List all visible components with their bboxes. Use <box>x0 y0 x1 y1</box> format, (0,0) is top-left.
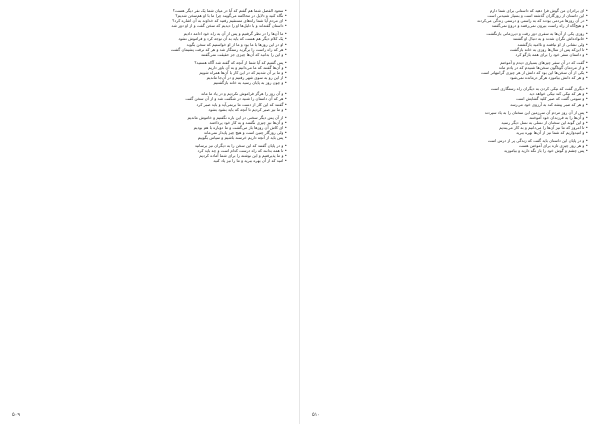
text-line: • و هر روز چیزی تازه برای آموختن هست <box>518 143 588 149</box>
text-line: • و در پایان این داستان باید گفت که زندگی پر از درس است <box>487 138 588 144</box>
text-line: • و آن‌ها گفتند که ما می‌دانیم و به آن باور داریم <box>208 64 287 70</box>
text-line: • و ما بر آن شدیم که در این کار با آن‌ها همراه شویم <box>199 70 287 76</box>
paragraph <box>12 115 287 140</box>
text-line: • پس از آن روز مردم آن سرزمین این سخنان را به یاد سپردند <box>484 109 588 115</box>
text-line: • در آن روزها مردمی بودند که به راستی و درستی زندگی می‌کردند <box>476 18 588 24</box>
text-line: • و ما پذیرفتیم و این نوشته را برای شما آماده کردیم <box>199 153 287 159</box>
text-line: • تا امروز که ما نیز آن‌ها را می‌دانیم و به کار می‌بندیم <box>499 124 588 130</box>
text-line: • از آن پس دیگر سخنی در این باره نگفتیم و خاموش ماندیم <box>187 114 287 120</box>
text-line: • روزی یکی از آن‌ها به سفری دور رفت و دیرزمانی بازنگشت <box>486 31 588 37</box>
text-line: • و داستان سفر خود را برای همه بازگو کرد <box>515 51 588 57</box>
paragraph <box>312 60 588 80</box>
text-line: • تا این‌که پس از سال‌ها روزی به خانه بازگشت <box>509 46 588 52</box>
text-line: • و هیچ‌گاه از راه راست بیرون نمی‌رفتند و دروغ نمی‌گفتند <box>491 23 588 29</box>
text-line: • و آن‌ها نیز چیزی نگفتند و به کار خود پرداختند <box>209 119 287 125</box>
text-line: • هر که آن داستان را شنید در شگفت شد و از آن سخن گفت <box>185 96 287 102</box>
text-line: • یکی از آن سخن‌ها این بود که دانش از هر چیزی گرانبهاتر است <box>480 70 588 76</box>
text-line: • هر که راه راست را برگزید رستگار شد و هر که نرفت پشیمان گشت <box>170 46 287 52</box>
text-line: • ما آن‌ها را در نظر گرفتیم و پس از آن به راه خود ادامه دادیم <box>183 31 287 37</box>
text-line: • ای کاش آن روزها باز می‌گشت و ما دوباره با هم بودیم <box>193 124 287 130</box>
text-line: • و از مردمان گوناگون سخن‌ها شنیدم که در یادم ماند <box>498 64 588 70</box>
text-line: • و آن روز را هرگز فراموش نکردیم و در یاد ما ماند <box>201 91 287 97</box>
text-line: • یک کلام دیگر هم هست که باید به آن توجه کرد و فراموش نشود <box>178 36 287 42</box>
text-line: • گفتند که این کار از دست ما برنمی‌آید و باید صبر کرد <box>196 101 287 107</box>
text-line: • داستان گفته‌اند و با دلیل‌ها او را دیدیم که سخن گفت و از او دور شد <box>171 23 287 29</box>
right-page <box>300 0 600 424</box>
text-line: • و در پایان گفتند که این سخن را به دیگران نیز برسانید <box>194 143 287 149</box>
page-number: ۵۰۹ <box>12 412 21 418</box>
text-line: • تا همه بدانند که راه درست کدام است و چه باید کرد <box>197 148 287 154</box>
text-line: • دیگری گفت که نیکی کردن به دیگران راه رستگاری است <box>490 86 588 92</box>
text-line: • خانواده‌اش نگران شدند و به دنبال او گشتند <box>512 36 588 42</box>
text-line: • او در این روزها با ما بود و ما از او خواستیم که سخن بگوید <box>186 41 287 47</box>
text-line: • پس گفتیم که آیا شما از آنچه که گفته شد آگاه هستید؟ <box>194 59 287 65</box>
text-line: • و ما نیز صبر کردیم تا آنچه که باید بشود بشود <box>208 106 287 112</box>
text-line: • گفت که در آن سفر چیزهای بسیاری دیدم و آموختم <box>500 59 588 65</box>
text-line: • و چون روز به پایان رسید به خانه بازگشتیم <box>213 80 287 86</box>
text-line: • ای مردم آیا شما راه‌های مستقیم رفتید که خداوند به آن اشاره کرد؟ <box>172 18 287 24</box>
text-line: • و این گونه این سخنان از نسلی به نسل دیگر رسید <box>501 119 588 125</box>
text-line: • این داستان از روزگاران گذشته است و بسیار شنیدنی است <box>487 13 588 19</box>
text-line: • و آن‌ها را به فرزندان خود آموختند <box>529 114 588 120</box>
text-line: • و این را بدانید که آن‌ها چیزی جز حقیقت نمی‌گفتند <box>200 51 287 57</box>
text-line: • از این رو به سوی شهر رفتیم و در آن‌جا ماندیم <box>206 75 287 81</box>
text-line: • ای برادران من گوش فرا دهید که داستانی برای شما دارم <box>489 8 588 13</box>
text-line: • و هر که دانش بیاموزد هرگز درمانده نمی‌شود <box>509 75 588 81</box>
page-number: ۵۱۰ <box>312 412 321 418</box>
paragraph <box>12 60 287 85</box>
text-line: • امید که از آن بهره ببرید و ما را نیز یاد کنید <box>213 158 287 164</box>
paragraph <box>312 138 588 153</box>
text-line: • ولی نشانی از او نیافتند و ناامید بازگشتند <box>517 41 588 47</box>
text-line: • نگاه کنید و دلایل در محاکمه می‌گویند چرا ما با او هم‌سخن شدیم؟ <box>175 13 287 19</box>
text-line: • و هر که صبر پیشه کند به آرزوی خود می‌رسد <box>510 101 588 107</box>
text-line: • و امیدواریم که شما نیز از آن‌ها بهره ببرید <box>516 129 588 135</box>
text-line: • سعود الفضل شما هم گفتم که آیا در میان شما یک نفر دیگر هست؟ <box>172 8 287 13</box>
text-line: • پس باید از آنچه داریم خرسند باشیم و سپاس بگوییم <box>197 135 287 141</box>
paragraph <box>12 91 287 111</box>
text-line: • و هر که نیکی کند نیکی خواهد دید <box>529 91 588 97</box>
paragraph <box>12 8 287 28</box>
text-line: • پس چشم و گوش خود را باز نگه دارید و بیاموزید <box>503 148 588 154</box>
paragraph <box>312 31 588 56</box>
text-line: • و سومی گفت که صبر کلید گشایش است <box>516 96 588 102</box>
paragraph <box>312 8 588 28</box>
paragraph <box>12 31 287 56</box>
paragraph <box>312 110 588 135</box>
paragraph <box>312 86 588 106</box>
text-line: • ولی روزگار چنین است و هیچ چیز پایدار نمی‌ماند <box>203 129 287 135</box>
paragraph <box>12 143 287 163</box>
